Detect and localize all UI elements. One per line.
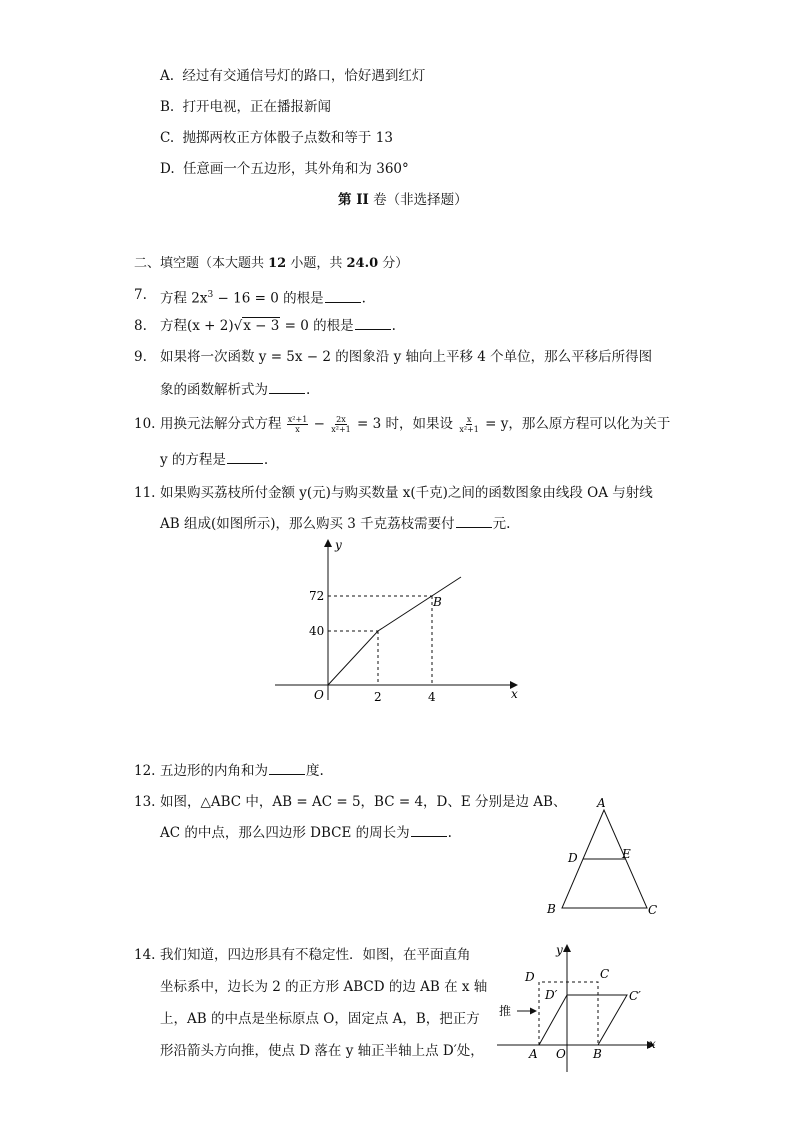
answer-blank[interactable] [325,290,361,303]
label-c: C [648,903,658,917]
y-axis-arrow-icon [324,539,332,547]
label-b: B [593,1047,602,1061]
option-letter: A. [160,68,175,84]
question-14-line1: 我们知道，四边形具有不稳定性．如图，在平面直角 [160,947,471,963]
question-14-line4: 形沿箭头方向推，使点 D 落在 y 轴正半轴上点 D′处， [160,1043,484,1059]
label-d: D [568,851,578,865]
answer-blank[interactable] [411,824,447,837]
question-9-line1: 如果将一次函数 y = 5x − 2 的图象沿 y 轴向上平移 4 个单位，那么平移后所得图 [160,349,653,365]
option-d [160,160,409,178]
y-axis-label: y [335,538,342,552]
label-c: C [600,967,610,981]
option-letter: D. [160,161,175,177]
label-a: A [597,796,606,810]
answer-blank[interactable] [456,515,492,528]
question-7: 方程 $2x^3 - 16 = 0$ 的根是 . [160,290,366,307]
question-number: 8. [134,318,147,334]
question-12: 五边形的内角和为 度. [160,763,324,779]
label-e: E [622,847,631,861]
label-b: B [547,902,556,916]
push-arrow-icon [530,1008,537,1015]
question-number: 10. [134,416,156,432]
answer-blank[interactable] [227,451,263,464]
option-letter: B. [160,99,175,115]
question-number: 12. [134,763,156,779]
fraction: $\frac{2x}{\text{x²+1}}$ [331,415,351,434]
option-letter: C. [160,130,175,146]
question-13-line2: AC 的中点，那么四边形 DBCE 的周长为 . [160,825,452,841]
question-number: 11. [134,485,156,501]
question-10-line1: 用换元法解分式方程 $\frac{\text{x²+1}}{x}$ − $\frac{2x}{\text{x²+1}}$ = 3 时，如果设 $\frac{x}{\text{x²+1}}$ = y，那么原方程可以化为关于 [160,415,671,434]
question-number: 7. [134,287,147,303]
label-o: O [556,1047,566,1061]
question-14-line2: 坐标系中，边长为 2 的正方形 ABCD 的边 AB 在 x 轴 [160,979,488,995]
origin-label: O [314,688,324,702]
fraction: $\frac{x}{\text{x²+1}}$ [459,415,479,434]
question-10-line2: y 的方程是 . [160,452,269,468]
answer-blank[interactable] [269,381,305,394]
point-b-label: B [433,595,442,609]
y-axis-label: y [556,943,563,957]
answer-blank[interactable] [269,762,305,775]
label-a: A [529,1047,538,1061]
option-text: 任意画一个五边形，其外角和为 360° [182,161,409,177]
section-title: 第 II 卷（非选择题） [338,192,468,208]
question-11-line1: 如果购买荔枝所付金额 y(元)与购买数量 x(千克)之间的函数图象由线段 OA 与射线 [160,485,653,501]
label-c-prime: C′ [629,989,641,1003]
y-tick-72: 72 [309,589,325,603]
question-number: 9. [134,349,147,365]
option-b [160,98,331,116]
option-a [160,67,425,85]
answer-blank[interactable] [355,317,391,330]
question-14-line3: 上，AB 的中点是坐标原点 O，固定点 A，B，把正方 [160,1011,480,1027]
question-11-line2: AB 组成(如图所示)，那么购买 3 千克荔枝需要付 元. [160,516,511,532]
label-d-prime: D′ [545,988,558,1002]
y-axis-arrow-icon [563,944,571,952]
question-8: 方程(x + 2)√x − 3 = 0 的根是 . [160,318,396,334]
y-tick-40: 40 [309,624,325,638]
triangle-figure [540,795,665,920]
x-tick-2: 2 [374,690,382,704]
question-number: 14. [134,947,156,963]
parallelogram-abcd-prime [539,995,627,1045]
x-axis-label: x [649,1037,656,1051]
part-heading: 二、填空题（本大题共 12 小题，共 24.0 分） [134,256,409,271]
option-c [160,129,393,147]
question-9-line2: 象的函数解析式为 . [160,382,311,398]
fraction: $\frac{\text{x²+1}}{x}$ [287,415,308,434]
x-axis-label: x [511,687,518,701]
option-text: 打开电视，正在播报新闻 [182,99,332,115]
option-text: 经过有交通信号灯的路口，恰好遇到红灯 [182,68,426,84]
x-tick-4: 4 [428,690,436,704]
option-text: 抛掷两枚正方体骰子点数和等于 13 [182,130,393,146]
push-label: 推 [499,1004,512,1018]
parallelogram-figure [495,942,665,1077]
function-graph [265,535,530,710]
question-number: 13. [134,794,156,810]
label-d: D [525,970,535,984]
sqrt-sign: √ [233,318,243,334]
question-13-line1: 如图，△ABC 中，AB = AC = 5，BC = 4，D、E 分别是边 AB、 [160,794,567,810]
